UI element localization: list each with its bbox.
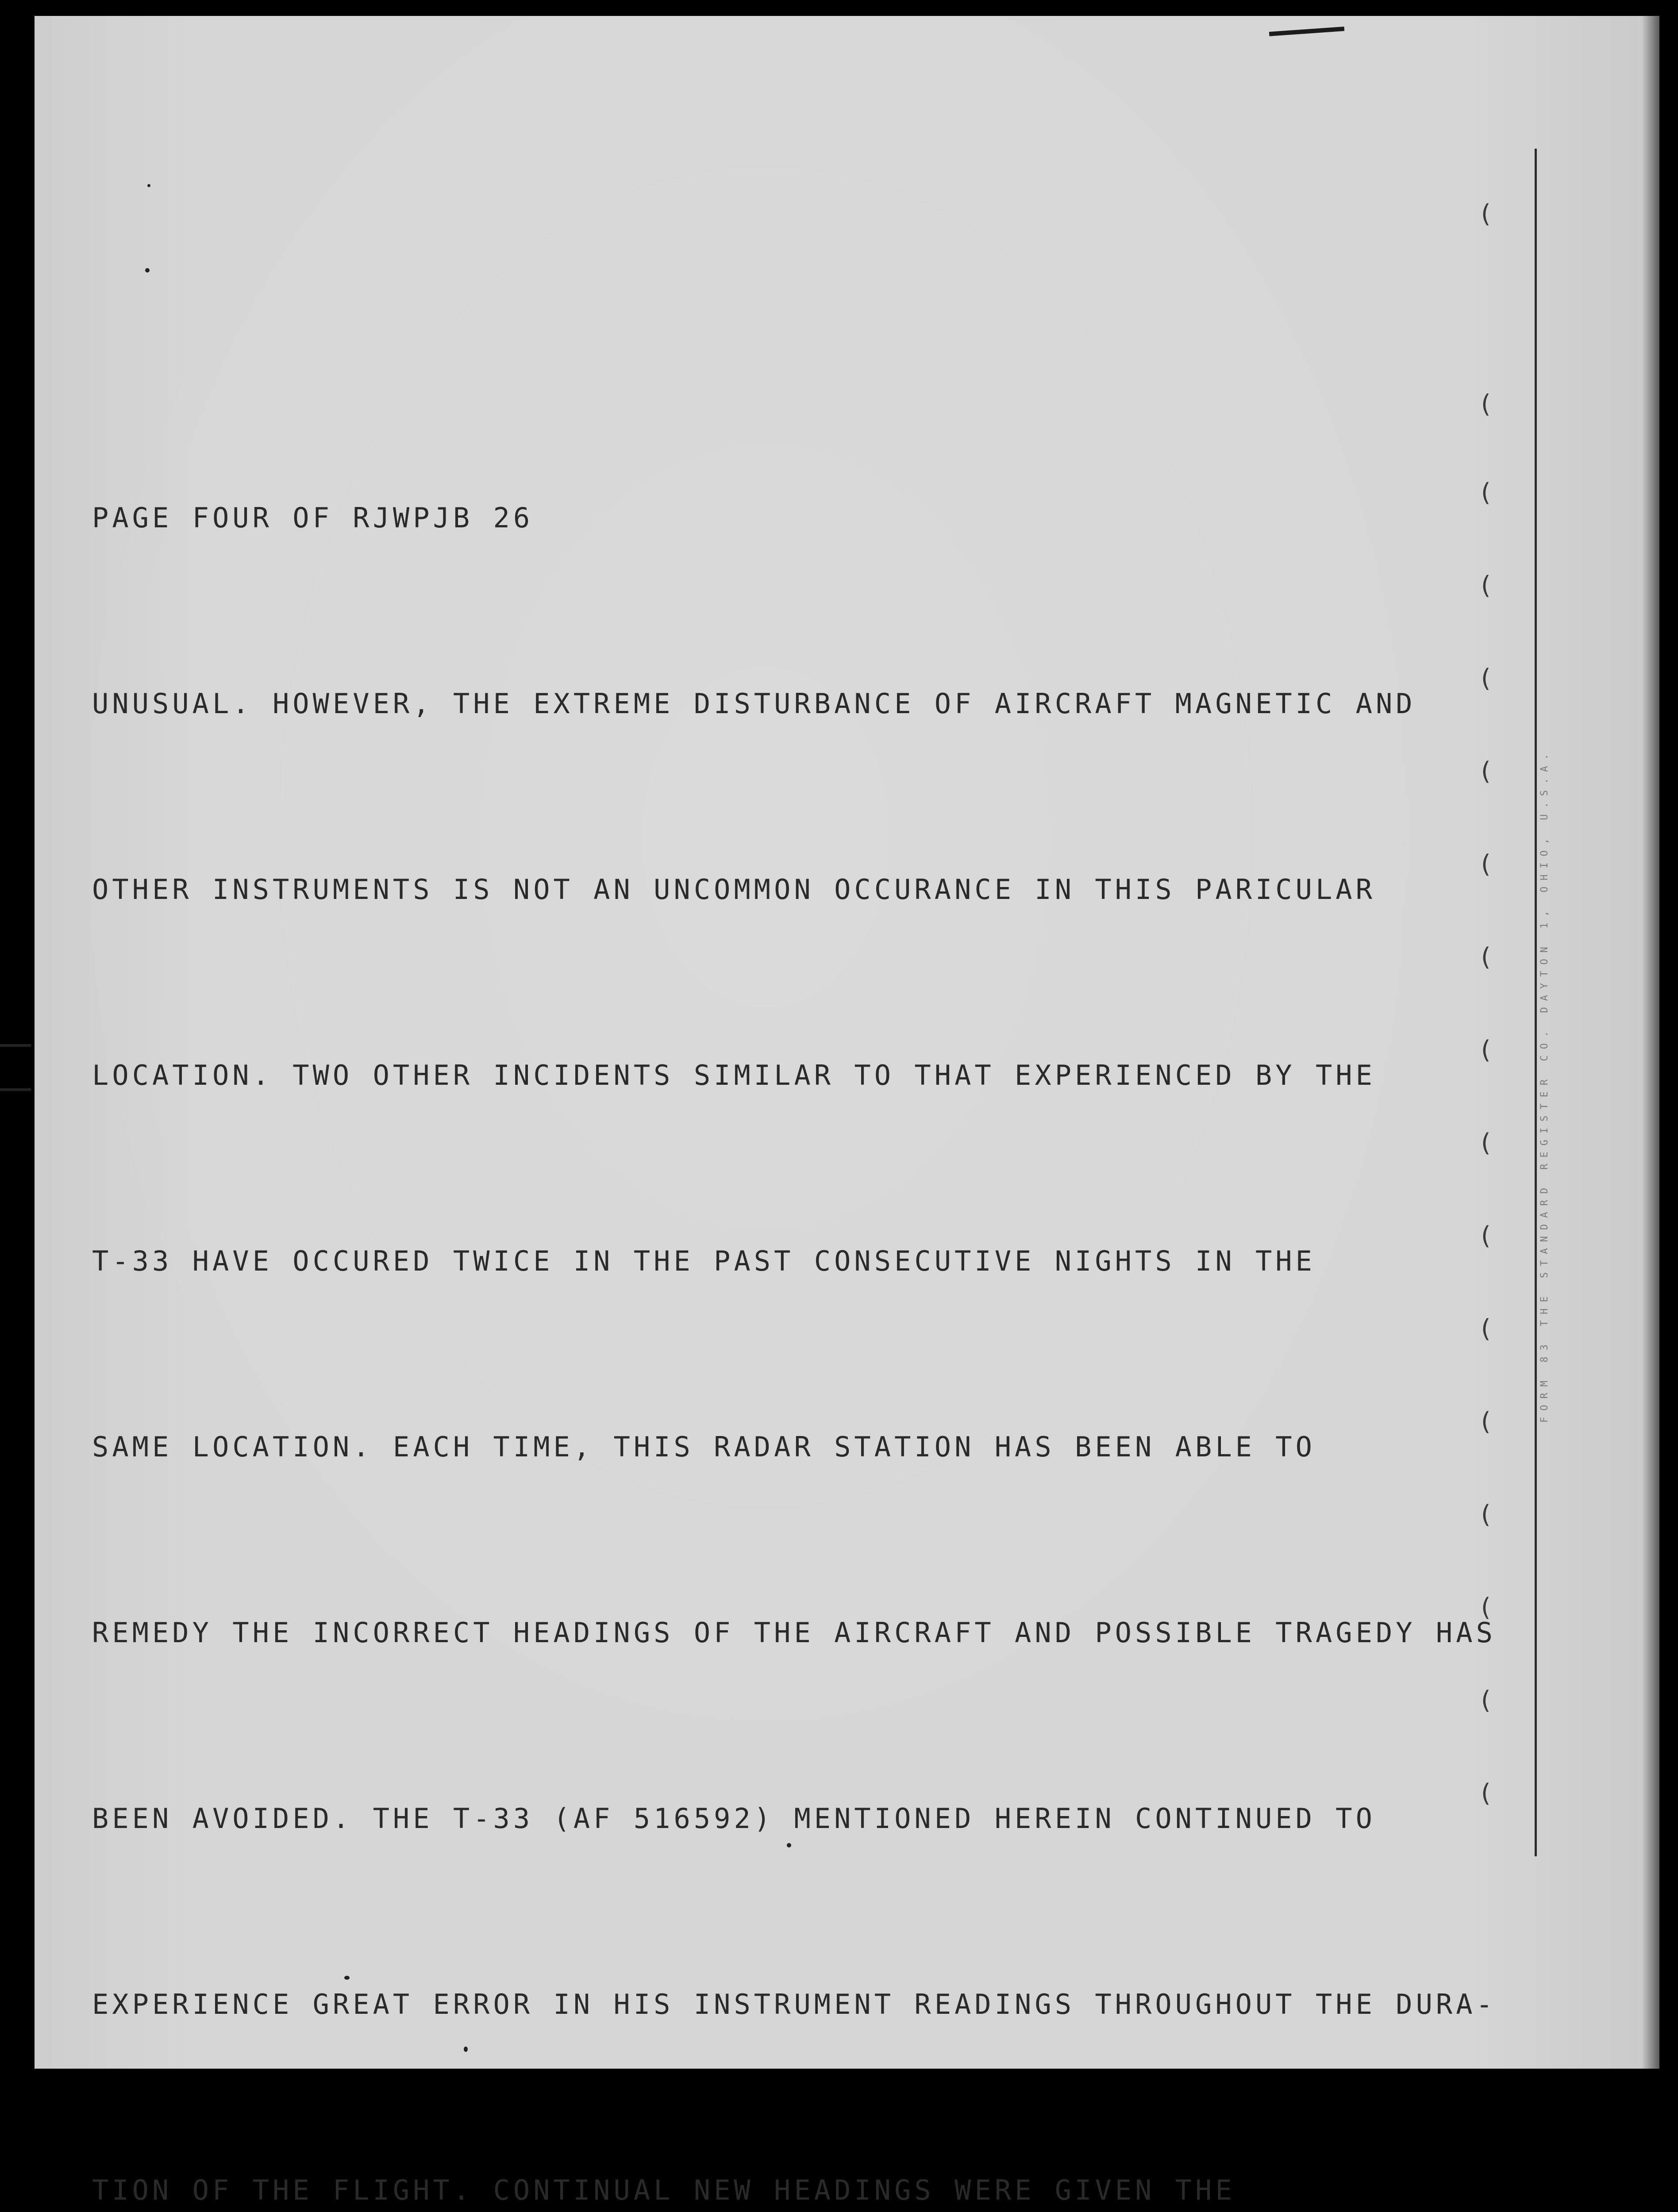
margin-rule [1535, 149, 1537, 1856]
top-edge-mark [1269, 27, 1344, 36]
sprocket-mark: ( [1478, 1314, 1493, 1343]
sprocket-mark: ( [1478, 1686, 1493, 1715]
sprocket-mark: ( [1478, 1221, 1493, 1250]
sprocket-mark: ( [1478, 390, 1493, 419]
speck [147, 184, 150, 187]
sprocket-mark: ( [1478, 757, 1493, 786]
sprocket-mark: ( [1478, 664, 1493, 693]
page-header: PAGE FOUR OF RJWPJB 26 [92, 502, 534, 534]
text-line: TION OF THE FLIGHT. CONTINUAL NEW HEADINGS WERE GIVEN THE [92, 2174, 1235, 2206]
form-imprint: FORM 83 THE STANDARD REGISTER CO. DAYTON 1, OHIO, U.S.A. [1539, 748, 1550, 1423]
text-line: EXPERIENCE GREAT ERROR IN HIS INSTRUMENT READINGS THROUGHOUT THE DURA- [92, 1988, 1496, 2020]
sprocket-mark: ( [1478, 850, 1493, 879]
text-line: SAME LOCATION. EACH TIME, THIS RADAR STATION HAS BEEN ABLE TO [92, 1431, 1316, 1463]
text-line: OTHER INSTRUMENTS IS NOT AN UNCOMMON OCCURANCE IN THIS PARICULAR [92, 873, 1376, 906]
text-line: REMEDY THE INCORRECT HEADINGS OF THE AIRCRAFT AND POSSIBLE TRAGEDY HAS [92, 1617, 1496, 1649]
sprocket-mark: ( [1478, 1500, 1493, 1529]
page-edge-shadow [1642, 16, 1659, 2069]
speck [145, 268, 150, 273]
speck [787, 1843, 791, 1847]
left-edge-tick [0, 1088, 31, 1091]
speck [464, 2047, 468, 2052]
sprocket-mark: ( [1478, 478, 1493, 507]
teletype-text [92, 363, 1496, 2212]
text-line: BEEN AVOIDED. THE T-33 (AF 516592) MENTIONED HEREIN CONTINUED TO [92, 1802, 1376, 1835]
sprocket-mark: ( [1478, 571, 1493, 600]
sprocket-mark: ( [1478, 1593, 1493, 1622]
paper-sheet [35, 16, 1659, 2206]
text-line: LOCATION. TWO OTHER INCIDENTS SIMILAR TO THAT EXPERIENCED BY THE [92, 1059, 1376, 1091]
sprocket-mark: ( [1478, 1036, 1493, 1064]
text-line: T-33 HAVE OCCURED TWICE IN THE PAST CONSECUTIVE NIGHTS IN THE [92, 1245, 1316, 1277]
speck [344, 1976, 350, 1980]
sprocket-mark: ( [1478, 1407, 1493, 1436]
sprocket-mark: ( [1478, 1129, 1493, 1157]
sprocket-mark: ( [1478, 200, 1493, 228]
left-edge-tick [0, 1044, 31, 1047]
sprocket-mark: ( [1478, 1779, 1493, 1808]
sprocket-mark: ( [1478, 943, 1493, 972]
text-line: UNUSUAL. HOWEVER, THE EXTREME DISTURBANCE OF AIRCRAFT MAGNETIC AND [92, 687, 1416, 720]
